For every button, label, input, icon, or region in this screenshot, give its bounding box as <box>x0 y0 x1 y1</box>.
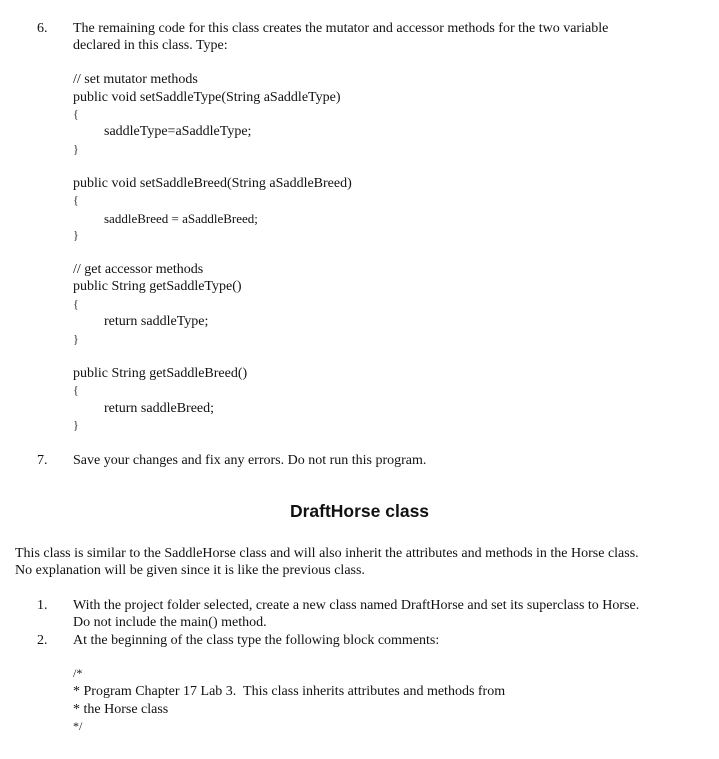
code-brace: } <box>73 418 79 432</box>
code-brace: } <box>73 332 79 346</box>
code-brace: { <box>73 193 79 207</box>
comment-open: /* <box>73 666 83 680</box>
code-line: public String getSaddleBreed() <box>73 366 248 381</box>
comment-line: * Program Chapter 17 Lab 3. This class inherits attributes and methods from <box>73 684 506 699</box>
code-line: public void setSaddleBreed(String aSaddleBreed) <box>73 176 352 191</box>
code-line: public void setSaddleType(String aSaddleType) <box>73 90 341 105</box>
step-text: declared in this class. Type: <box>73 38 228 53</box>
step-number: 2. <box>37 633 48 648</box>
code-brace: } <box>73 228 79 242</box>
step-number: 6. <box>37 21 48 36</box>
code-brace: } <box>73 142 79 156</box>
code-line: return saddleBreed; <box>104 401 215 416</box>
code-line: saddleType=aSaddleType; <box>104 124 252 139</box>
code-brace: { <box>73 297 79 311</box>
section-heading: DraftHorse class <box>289 501 430 521</box>
step-text: Save your changes and fix any errors. Do not run this program. <box>73 453 427 468</box>
code-brace: { <box>73 383 79 397</box>
step-number: 1. <box>37 598 48 613</box>
code-brace: { <box>73 107 79 121</box>
intro-text: This class is similar to the SaddleHorse class and will also inherit the attributes and methods in the Horse class. <box>15 546 639 561</box>
code-comment: // set mutator methods <box>73 72 198 87</box>
step-text: Do not include the main() method. <box>73 615 267 630</box>
step-text: With the project folder selected, create a new class named DraftHorse and set its superclass to Horse. <box>73 598 640 613</box>
code-line: saddleBreed = aSaddleBreed; <box>104 211 258 226</box>
intro-text: No explanation will be given since it is like the previous class. <box>15 563 365 578</box>
comment-line: * the Horse class <box>73 702 169 717</box>
comment-close: */ <box>73 719 83 733</box>
code-line: return saddleType; <box>104 314 209 329</box>
step-text: At the beginning of the class type the following block comments: <box>73 633 440 648</box>
step-text: The remaining code for this class creates the mutator and accessor methods for the two variable <box>73 21 609 36</box>
code-comment: // get accessor methods <box>73 262 204 277</box>
step-number: 7. <box>37 453 48 468</box>
code-line: public String getSaddleType() <box>73 279 242 294</box>
